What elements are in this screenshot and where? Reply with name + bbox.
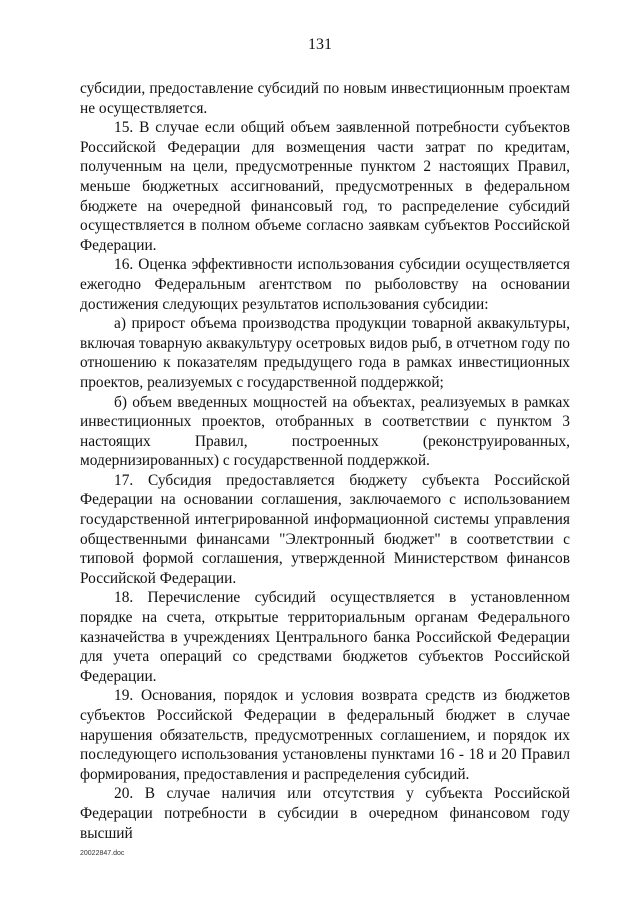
paragraph-item-17: 17. Субсидия предоставляется бюджету субъекта Российской Федерации на основании соглашения, заключаемого с использованием государственной интегрированной информационной системы управления общественными финансами "Электронный бюджет" в соответствии с типовой формой соглашения, утвержденной Министерством финансов Российской Федерации.: [80, 471, 570, 587]
paragraph-item-20: 20. В случае наличия или отсутствия у субъекта Российской Федерации потребности в субсидии в очередном финансовом году высший: [80, 785, 570, 842]
paragraph-item-18: 18. Перечисление субсидий осуществляется в установленном порядке на счета, открытые территориальным органам Федерального казначейства в учреждениях Центрального банка Российской Федерации для учета операций со средствами бюджетов субъектов Российской Федерации.: [80, 589, 570, 685]
paragraph-item-16-a: а) прирост объема производства продукции товарной аквакультуры, включая товарную аквакультуру осетровых видов рыб, в отчетном году по отношению к показателям предыдущего года в рамках инвестиционных проектов, реализуемых с государственной поддержкой;: [80, 315, 570, 391]
document-body: [80, 79, 570, 843]
page-number: 131: [308, 36, 332, 53]
paragraph-item-15: 15. В случае если общий объем заявленной потребности субъектов Российской Федерации для возмещения части затрат по кредитам, полученным на цели, предусмотренные пунктом 2 настоящих Правил, меньше бюджетных ассигнований, предусмотренных в федеральном бюджете на очередной финансовый год, то распределение субсидий осуществляется в полном объеме согласно заявкам субъектов Российской Федерации.: [80, 119, 570, 254]
paragraph-item-19: 19. Основания, порядок и условия возврата средств из бюджетов субъектов Российской Федерации в федеральный бюджет в случае нарушения обязательств, предусмотренных соглашением, и порядок их последующего использования установлены пунктами 16 - 18 и 20 Правил формирования, предоставления и распределения субсидий.: [80, 687, 570, 783]
paragraph-continuation: субсидии, предоставление субсидий по новым инвестиционным проектам не осуществляется.: [80, 80, 570, 117]
document-filename-footer: 20022847.doc: [80, 850, 125, 857]
paragraph-item-16: 16. Оценка эффективности использования субсидии осуществляется ежегодно Федеральным агентством по рыболовству на основании достижения следующих результатов использования субсидии:: [80, 256, 570, 313]
paragraph-item-16-b: б) объем введенных мощностей на объектах, реализуемых в рамках инвестиционных проектов, отобранных в соответствии с пунктом 3 настоящих Правил, построенных (реконструированных, модернизированных) с государственной поддержкой.: [80, 393, 570, 470]
